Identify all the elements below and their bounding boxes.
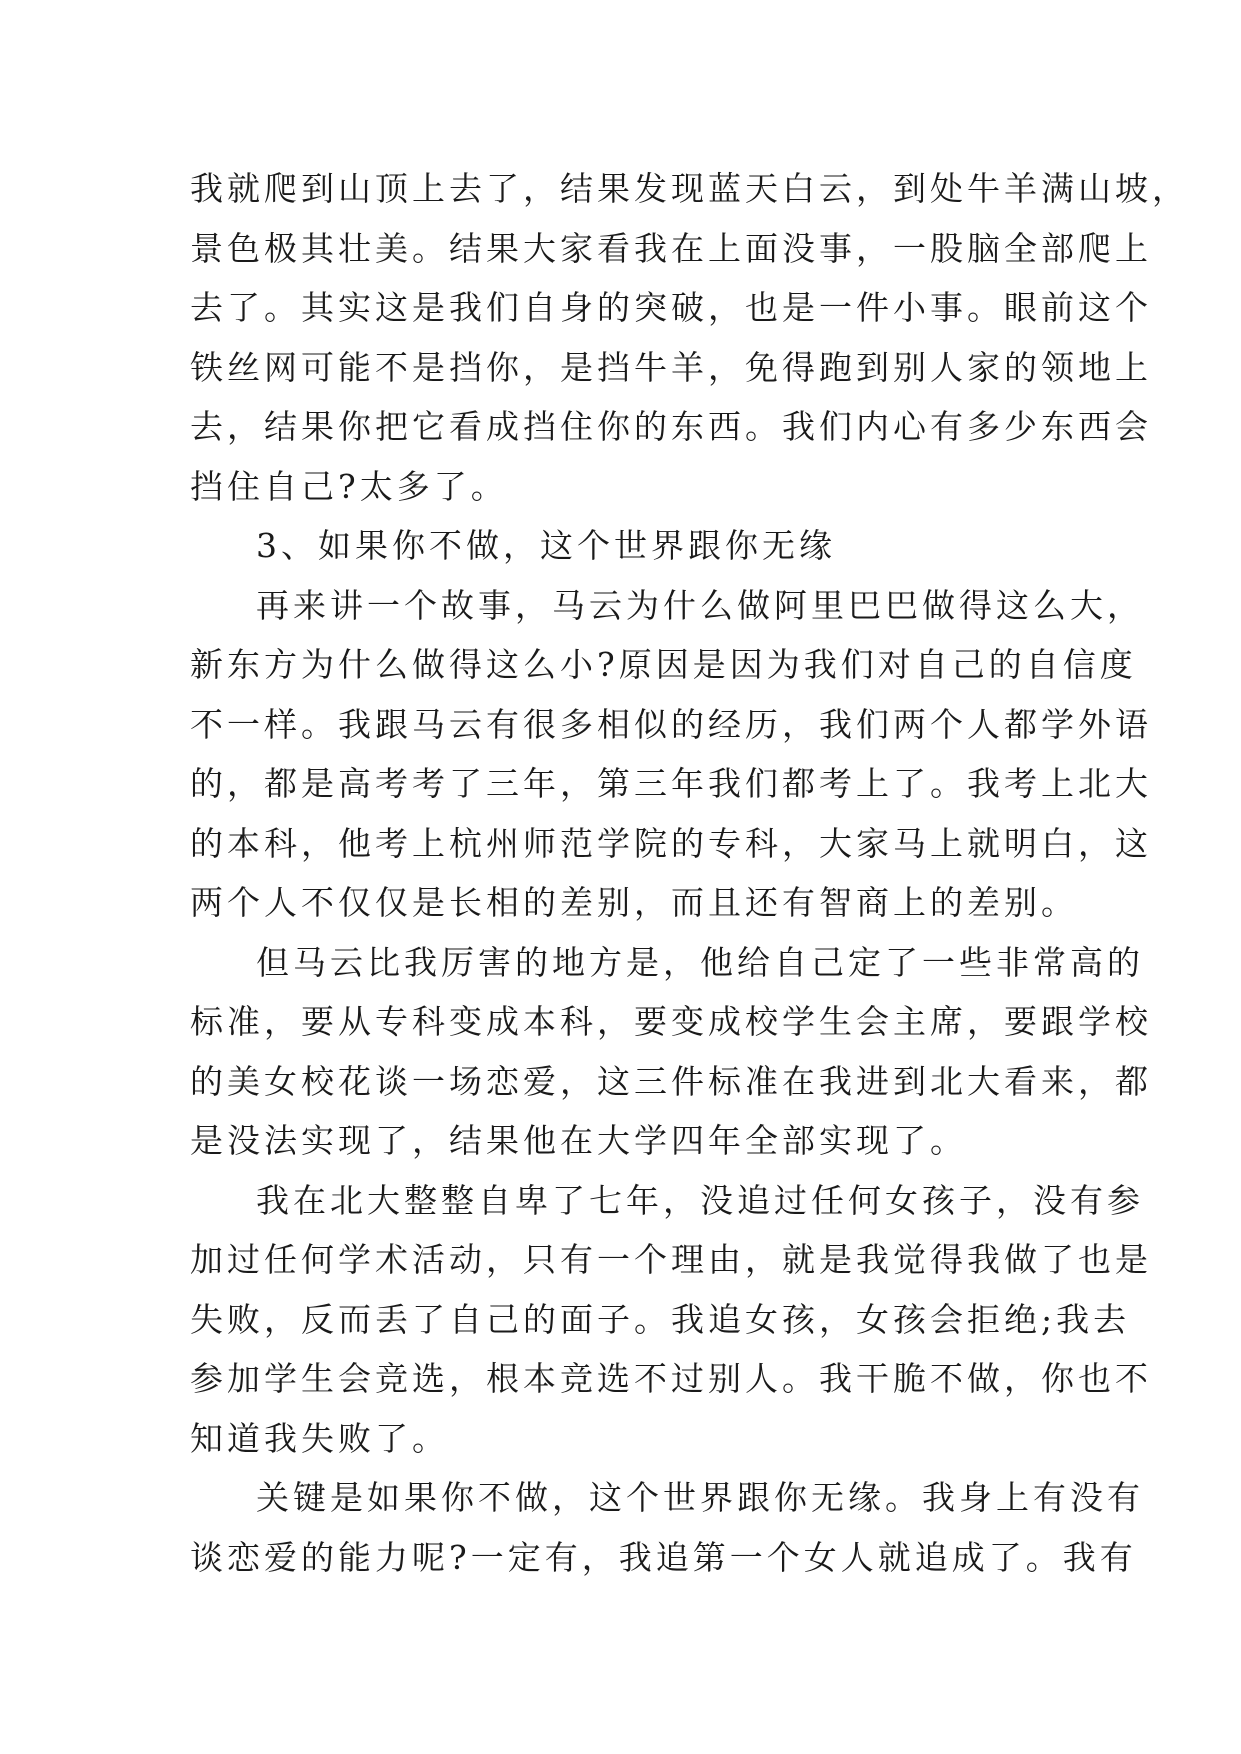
text-line: 不一样。我跟马云有很多相似的经历，我们两个人都学外语 (190, 704, 1152, 744)
text-line: 但马云比我厉害的地方是，他给自己定了一些非常高的 (256, 942, 1144, 982)
text-line: 关键是如果你不做，这个世界跟你无缘。我身上有没有 (256, 1478, 1144, 1517)
text-line: 标准，要从专科变成本科，要变成校学生会主席，要跟学校 (190, 1002, 1152, 1041)
text-line: 加过任何学术活动，只有一个理由，就是我觉得我做了也是 (190, 1240, 1152, 1279)
body-text (190, 159, 1189, 1587)
text-line: 参加学生会竞选，根本竞选不过别人。我干脆不做，你也不 (190, 1359, 1152, 1398)
text-line: 3、如果你不做，这个世界跟你无缘 (256, 526, 836, 565)
text-line: 我在北大整整自卑了七年，没追过任何女孩子，没有参 (256, 1180, 1144, 1220)
text-line: 挡住自己?太多了。 (190, 466, 508, 506)
text-line: 的美女校花谈一场恋爱，这三件标准在我进到北大看来，都 (190, 1061, 1152, 1101)
text-line: 的，都是高考考了三年，第三年我们都考上了。我考上北大 (190, 764, 1152, 803)
text-line: 去了。其实这是我们自身的突破，也是一件小事。眼前这个 (190, 288, 1152, 327)
text-line: 去，结果你把它看成挡住你的东西。我们内心有多少东西会 (190, 407, 1152, 446)
text-line: 景色极其壮美。结果大家看我在上面没事，一股脑全部爬上 (190, 228, 1152, 268)
text-line: 失败，反而丢了自己的面子。我追女孩，女孩会拒绝;我去 (190, 1299, 1131, 1339)
text-line: 知道我失败了。 (190, 1418, 449, 1458)
text-line: 我就爬到山顶上去了，结果发现蓝天白云，到处牛羊满山坡， (190, 169, 1189, 208)
text-line: 的本科，他考上杭州师范学院的专科，大家马上就明白，这 (190, 823, 1152, 863)
text-line: 两个人不仅仅是长相的差别，而且还有智商上的差别。 (190, 883, 1078, 922)
text-line: 铁丝网可能不是挡你，是挡牛羊，免得跑到别人家的领地上 (190, 347, 1152, 387)
text-line: 再来讲一个故事，马云为什么做阿里巴巴做得这么大， (256, 585, 1144, 625)
text-line: 谈恋爱的能力呢?一定有，我追第一个女人就追成了。我有 (190, 1537, 1137, 1577)
text-line: 是没法实现了，结果他在大学四年全部实现了。 (190, 1121, 967, 1160)
text-line: 新东方为什么做得这么小?原因是因为我们对自己的自信度 (190, 645, 1137, 684)
